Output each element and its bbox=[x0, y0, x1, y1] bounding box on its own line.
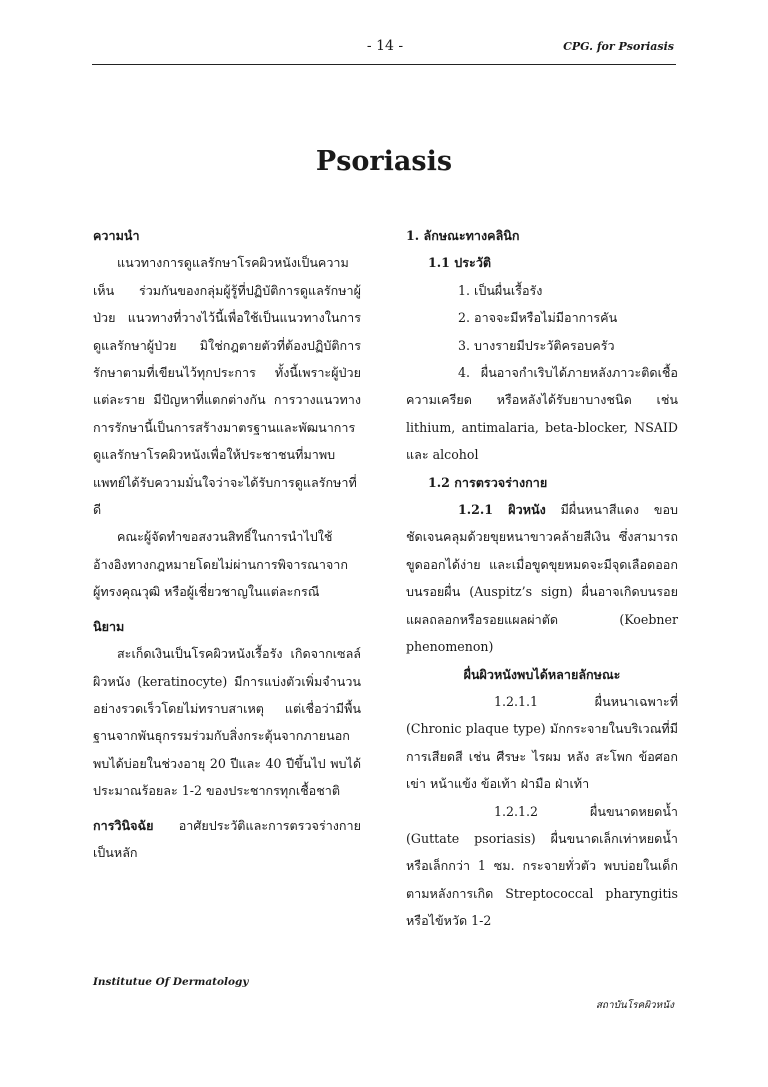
definition-heading: นิยาม bbox=[93, 618, 125, 634]
skin-text: มีผื่นหนาสีแดง ขอบชัดเจนคลุมด้วยขุยหนาขาวคล้ายสีเงิน ซึ่งสามารถขูดออกได้ง่าย และเมื่อขูดขุยหมดจะมีจุดเลือดออกบนรอยผื่น (Auspitz’s sign) ผื่นอาจเกิดบนรอยแผลถลอกหรือรอยแผลผ่าตัด (Koebner phenomenon) bbox=[406, 502, 679, 655]
intro-paragraph-2: คณะผู้จัดทำขอสงวนสิทธิ์ในการนำไปใช้อ้างอิงทางกฎหมายโดยไม่ผ่านการพิจารณาจากผู้ทรงคุณวุฒิ หรือผู้เชี่ยวชาญในแต่ละกรณี bbox=[93, 529, 348, 600]
right-column bbox=[406, 222, 678, 935]
footer-institute-th: สถาบันโรคผิวหนัง bbox=[595, 1000, 674, 1011]
definition-paragraph: สะเก็ดเงินเป็นโรคผิวหนังเรื้อรัง เกิดจากเซลล์ผิวหนัง (keratinocyte) มีการแบ่งตัวเพิ่มจำนวนอย่างรวดเร็วโดยไม่ทราบสาเหตุ แต่เชื่อว่ามีพื้นฐานจากพันธุกรรมร่วมกับสิ่งกระตุ้นจากภายนอก พบได้บ่อยในช่วงอายุ 20 ปีและ 40 ปีขึ้นไป พบได้ประมาณร้อยละ 1-2 ของประชากรทุกเชื้อชาติ bbox=[93, 646, 361, 799]
diagnosis-text: อาศัยประวัติและการตรวจร่างกายเป็นหลัก bbox=[93, 817, 361, 860]
variety-heading: ผื่นผิวหนังพบได้หลายลักษณะ bbox=[463, 666, 621, 682]
running-title: CPG. for Psoriasis bbox=[563, 40, 674, 53]
diagnosis-paragraph bbox=[93, 812, 361, 867]
intro-heading: ความนำ bbox=[93, 228, 140, 243]
history-item-2: 2. อาจจะมีหรือไม่มีอาการคัน bbox=[458, 310, 618, 326]
page-title: Psoriasis bbox=[315, 146, 453, 177]
history-item-3: 3. บางรายมีประวัติครอบครัว bbox=[458, 337, 615, 353]
page-number: - 14 - bbox=[366, 38, 404, 54]
chronic-plaque-paragraph: 1.2.1.1 ผื่นหนาเฉพาะที่ (Chronic plaque type) มักกระจายในบริเวณที่มีการเสียดสี เช่น ศีรษะ ไรผม หลัง สะโพก ข้อศอก เข่า หน้าแข้ง ข้อเท้า ฝ่ามือ ฝ่าเท้า bbox=[406, 693, 678, 792]
history-item-1: 1. เป็นผื่นเรื้อรัง bbox=[458, 282, 543, 298]
diagnosis-heading: การวินิจฉัย bbox=[93, 817, 154, 833]
history-item-4: 4. ผื่นอาจกำเริบได้ภายหลังภาวะติดเชื้อ ความเครียด หรือหลังได้รับยาบางชนิด เช่น lithium, antimalaria, beta-blocker, NSAID และ alcohol bbox=[406, 365, 678, 463]
left-column bbox=[93, 222, 361, 866]
intro-paragraph-1: แนวทางการดูแลรักษาโรคผิวหนังเป็นความเห็น ร่วมกันของกลุ่มผู้รู้ที่ปฏิบัติการดูแลรักษาผู้ป่วย แนวทางที่วางไว้นี้เพื่อใช้เป็นแนวทางในการดูแลรักษาผู้ป่วย มิใช่กฎตายตัวที่ต้องปฏิบัติการรักษาตามที่เขียนไว้ทุกประการ ทั้งนี้เพราะผู้ป่วยแต่ละราย มีปัญหาที่แตกต่างกัน การวางแนวทางการรักษานี้เป็นการสร้างมาตรฐานและพัฒนาการดูแลรักษาโรคผิวหนังเพื่อให้ประชาชนที่มาพบแพทย์ได้รับความมั่นใจว่าจะได้รับการดูแลรักษาที่ดี bbox=[93, 255, 361, 518]
section-1-2-heading: 1.2 การตรวจร่างกาย bbox=[428, 474, 548, 490]
skin-label: 1.2.1 ผิวหนัง bbox=[458, 502, 546, 518]
guttate-paragraph: 1.2.1.2 ผื่นขนาดหยดน้ำ (Guttate psoriasis) ผื่นขนาดเล็กเท่าหยดน้ำหรือเล็กกว่า 1 ซม. กระจายทั่วตัว พบบ่อยในเด็กตามหลังการเกิด Streptococcal pharyngitis หรือไข้หวัด 1-2 bbox=[406, 803, 678, 929]
section-1-1-heading: 1.1 ประวัติ bbox=[428, 255, 492, 271]
footer-institute-en: Institutue Of Dermatology bbox=[93, 976, 249, 988]
skin-paragraph bbox=[406, 496, 678, 660]
header-rule bbox=[92, 64, 676, 65]
section-1-heading: 1. ลักษณะทางคลินิก bbox=[406, 228, 520, 243]
